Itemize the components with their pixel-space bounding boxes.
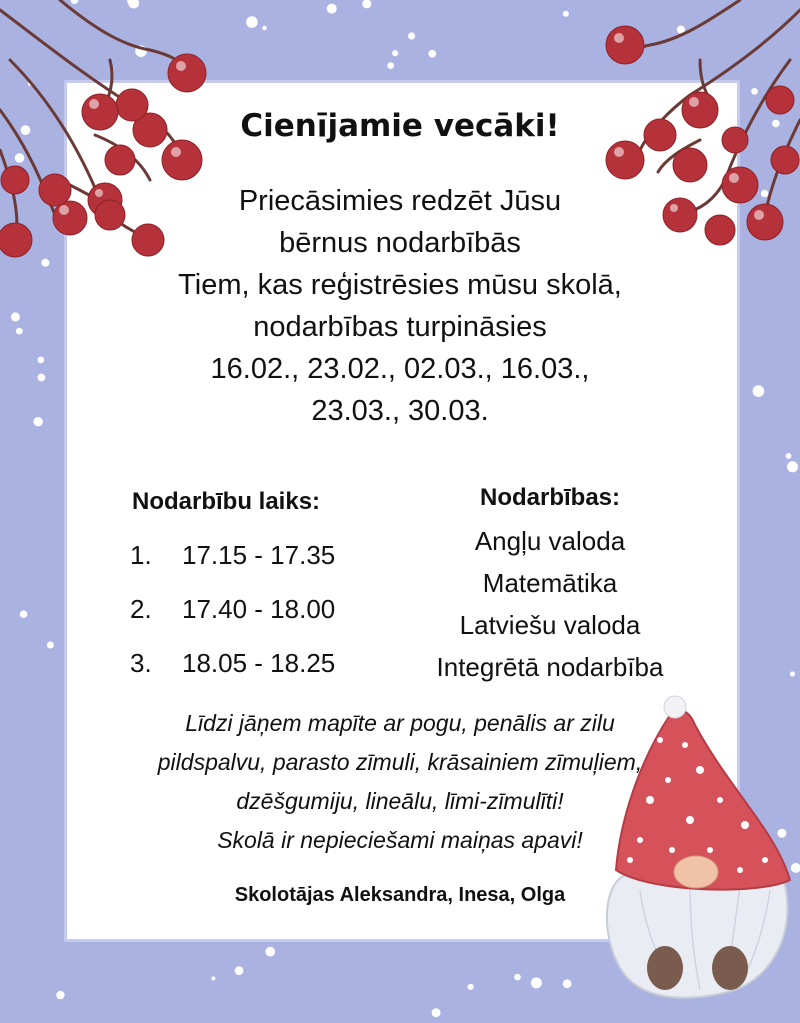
intro-line: 23.03., 30.03.	[311, 395, 489, 427]
schedule-item-number: 3.	[130, 648, 152, 678]
intro-line: bērnus nodarbībās	[279, 227, 521, 259]
note-line: pildspalvu, parasto zīmuli, krāsainiem zīmuļiem,	[157, 749, 643, 775]
intro-line: nodarbības turpināsies	[253, 311, 547, 343]
schedule-item-time: 18.05 - 18.25	[182, 648, 336, 678]
intro-line: 16.02., 23.02., 02.03., 16.03.,	[210, 353, 590, 385]
activity-item: Latviešu valoda	[459, 610, 641, 640]
schedule-item-number: 2.	[130, 594, 152, 624]
note-line: Līdzi jāņem mapīte ar pogu, penālis ar zilu	[185, 710, 615, 736]
intro-line: Priecāsimies redzēt Jūsu	[238, 185, 562, 217]
note-line: Skolā ir nepieciešami maiņas apavi!	[217, 827, 583, 853]
schedule-item-time: 17.15 - 17.35	[182, 540, 336, 570]
teachers-signature: Skolotājas Aleksandra, Inesa, Olga	[234, 884, 566, 906]
intro-line: Tiem, kas reģistrēsies mūsu skolā,	[178, 269, 622, 301]
schedule-item-time: 17.40 - 18.00	[182, 594, 336, 624]
activities-heading: Nodarbības:	[479, 484, 620, 511]
activity-item: Matemātika	[482, 568, 618, 598]
schedule-item-number: 1.	[130, 540, 152, 570]
activity-item: Integrētā nodarbība	[436, 652, 664, 682]
page-title: Cienījamie vecāki!	[240, 108, 560, 144]
note-line: dzēšgumiju, lineālu, līmi-zīmulīti!	[236, 788, 564, 814]
schedule-heading: Nodarbību laiks:	[132, 488, 321, 515]
activity-item: Angļu valoda	[474, 526, 626, 556]
